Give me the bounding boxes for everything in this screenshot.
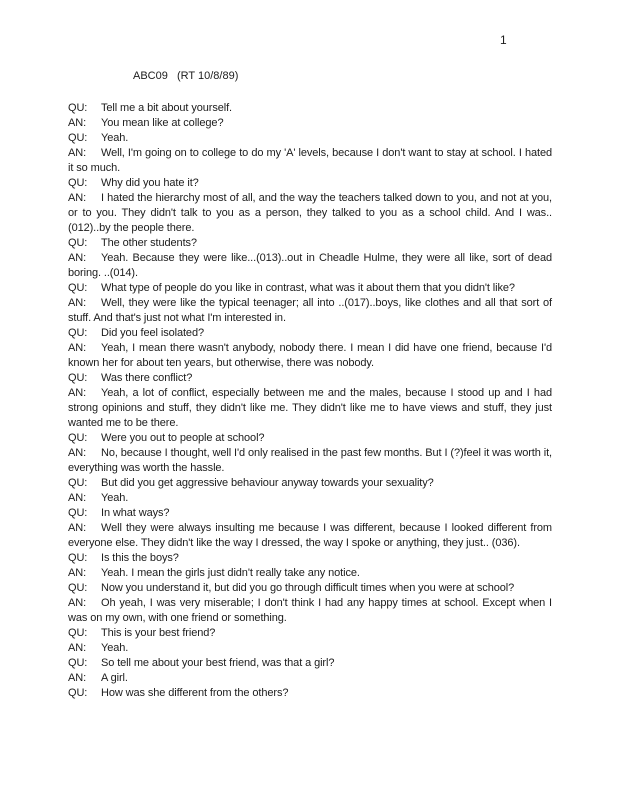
speaker-label: AN: <box>68 117 87 129</box>
speaker-label: QU: <box>68 582 88 594</box>
document-header: ABC09 (RT 10/8/89) <box>133 70 239 82</box>
speaker-label: AN: <box>68 597 87 609</box>
line-text: Well, they were like the typical teenager; all into ..(017)..boys, like clothes and all that sort of stuff. And that's just not what I'm interested in. <box>68 297 552 324</box>
speaker-label: QU: <box>68 627 88 639</box>
transcript-line <box>68 101 552 116</box>
speaker-label: QU: <box>68 552 88 564</box>
transcript-line <box>68 296 552 326</box>
transcript-line <box>68 506 552 521</box>
line-text: Was there conflict? <box>101 372 193 384</box>
line-text: Yeah. <box>101 642 129 654</box>
transcript-line <box>68 476 552 491</box>
transcript-line <box>68 566 552 581</box>
line-text: You mean like at college? <box>101 117 224 129</box>
transcript-line <box>68 236 552 251</box>
line-text: Yeah. I mean the girls just didn't really take any notice. <box>101 567 360 579</box>
speaker-label: AN: <box>68 297 87 309</box>
transcript-line <box>68 581 552 596</box>
line-text: Yeah. <box>101 492 129 504</box>
transcript-line <box>68 686 552 701</box>
line-text: A girl. <box>101 672 128 684</box>
speaker-label: AN: <box>68 387 87 399</box>
speaker-label: AN: <box>68 642 87 654</box>
line-text: Why did you hate it? <box>101 177 199 189</box>
speaker-label: QU: <box>68 237 88 249</box>
line-text: Tell me a bit about yourself. <box>101 102 233 114</box>
speaker-label: QU: <box>68 102 88 114</box>
speaker-label: QU: <box>68 282 88 294</box>
transcript-line <box>68 551 552 566</box>
speaker-label: QU: <box>68 432 88 444</box>
line-text: How was she different from the others? <box>101 687 289 699</box>
speaker-label: QU: <box>68 372 88 384</box>
speaker-label: AN: <box>68 147 87 159</box>
speaker-label: AN: <box>68 252 87 264</box>
transcript-line <box>68 371 552 386</box>
transcript-line <box>68 131 552 146</box>
transcript <box>68 101 552 701</box>
line-text: Now you understand it, but did you go through difficult times when you were at school? <box>101 582 515 594</box>
line-text: Oh yeah, I was very miserable; I don't think I had any happy times at school. Except when I was on my own, with one friend or something. <box>68 597 552 624</box>
transcript-line <box>68 446 552 476</box>
speaker-label: AN: <box>68 522 87 534</box>
transcript-line <box>68 281 552 296</box>
line-text: Yeah. Because they were like...(013)..out in Cheadle Hulme, they were all like, sort of dead boring. ..(014). <box>68 252 552 279</box>
speaker-label: AN: <box>68 447 87 459</box>
speaker-label: QU: <box>68 327 88 339</box>
speaker-label: QU: <box>68 177 88 189</box>
line-text: What type of people do you like in contrast, what was it about them that you didn't like? <box>101 282 515 294</box>
transcript-line <box>68 626 552 641</box>
speaker-label: QU: <box>68 687 88 699</box>
transcript-line <box>68 656 552 671</box>
transcript-line <box>68 251 552 281</box>
transcript-line <box>68 116 552 131</box>
page-number: 1 <box>500 33 507 47</box>
transcript-line <box>68 521 552 551</box>
speaker-label: AN: <box>68 342 87 354</box>
transcript-line <box>68 431 552 446</box>
line-text: But did you get aggressive behaviour anyway towards your sexuality? <box>101 477 434 489</box>
speaker-label: QU: <box>68 657 88 669</box>
line-text: Were you out to people at school? <box>101 432 265 444</box>
speaker-label: AN: <box>68 492 87 504</box>
speaker-label: QU: <box>68 477 88 489</box>
line-text: So tell me about your best friend, was that a girl? <box>101 657 335 669</box>
line-text: Did you feel isolated? <box>101 327 204 339</box>
transcript-line <box>68 386 552 431</box>
line-text: Is this the boys? <box>101 552 179 564</box>
line-text: Well they were always insulting me because I was different, because I looked different from everyone else. They didn't like the way I dressed, the way I spoke or anything, they just.. (036). <box>68 522 552 549</box>
line-text: This is your best friend? <box>101 627 216 639</box>
speaker-label: QU: <box>68 132 88 144</box>
transcript-line <box>68 341 552 371</box>
transcript-line <box>68 671 552 686</box>
line-text: Yeah, I mean there wasn't anybody, nobody there. I mean I did have one friend, because I'd known her for about ten years, but otherwise, there was nobody. <box>68 342 552 369</box>
line-text: In what ways? <box>101 507 170 519</box>
speaker-label: QU: <box>68 507 88 519</box>
line-text: Yeah, a lot of conflict, especially between me and the males, because I stood up and I had strong opinions and stuff, they didn't like me. They didn't like me to have views and stuff, they just wanted me to be there. <box>68 387 552 429</box>
line-text: The other students? <box>101 237 197 249</box>
speaker-label: AN: <box>68 567 87 579</box>
transcript-line <box>68 191 552 236</box>
transcript-line <box>68 176 552 191</box>
line-text: No, because I thought, well I'd only realised in the past few months. But I (?)feel it was worth it, everything was worth the hassle. <box>68 447 552 474</box>
speaker-label: AN: <box>68 192 87 204</box>
line-text: Yeah. <box>101 132 129 144</box>
transcript-line <box>68 146 552 176</box>
transcript-line <box>68 491 552 506</box>
line-text: Well, I'm going on to college to do my 'A' levels, because I don't want to stay at school. I hated it so much. <box>68 147 552 174</box>
transcript-line <box>68 641 552 656</box>
transcript-line <box>68 326 552 341</box>
line-text: I hated the hierarchy most of all, and the way the teachers talked down to you, and not at you, or to you. They didn't talk to you as a person, they talked to you as a school child. And I was..(012)..by the people there. <box>68 192 552 234</box>
transcript-line <box>68 596 552 626</box>
speaker-label: AN: <box>68 672 87 684</box>
